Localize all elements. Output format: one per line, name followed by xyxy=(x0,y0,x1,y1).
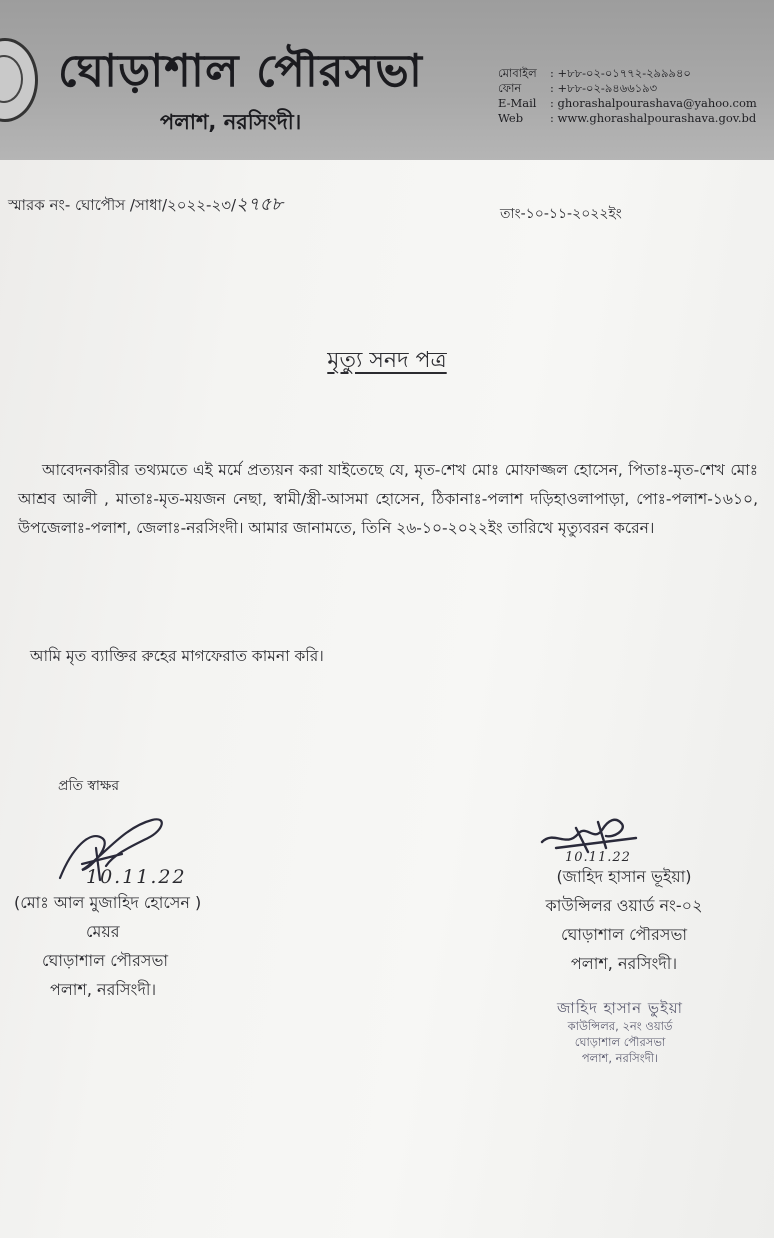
councillor-designation: কাউন্সিলর ওয়ার্ড নং-০২ xyxy=(545,896,703,915)
councillor-office: ঘোড়াশাল পৌরসভা xyxy=(560,925,688,944)
councillor-stamp xyxy=(508,998,732,1066)
contact-row-phone xyxy=(498,81,770,96)
contact-value: : +৮৮-০২-৯৪৬৬১৯৩ xyxy=(550,81,658,95)
stamp-name: জাহিদ হাসান ভুইয়া xyxy=(557,999,683,1017)
councillor-signatory-block xyxy=(474,862,774,978)
municipality-seal-icon xyxy=(0,38,38,122)
countersign-label: প্রতি স্বাক্ষর xyxy=(58,778,120,794)
contact-value: : www.ghorashalpourashava.gov.bd xyxy=(550,111,757,125)
memo-date: তাং-১০-১১-২০২২ইং xyxy=(500,206,622,222)
contact-block xyxy=(498,66,770,126)
document-title: মৃত্যু সনদ পত্র xyxy=(327,348,447,373)
mayor-location: পলাশ, নরসিংদী। xyxy=(50,980,157,999)
memo-ref-prefix: স্মারক নং- ঘোপৌস /সাধা/২০২২-২৩/ xyxy=(8,196,237,214)
stamp-location: পলাশ, নরসিংদী। xyxy=(581,1051,659,1065)
councillor-location: পলাশ, নরসিংদী। xyxy=(570,954,678,973)
contact-value: : ghorashalpourashava@yahoo.com xyxy=(550,96,757,110)
contact-label: মোবাইল xyxy=(498,66,537,80)
mayor-name: (মোঃ আল মুজাহিদ হোসেন ) xyxy=(14,893,202,912)
org-name: ঘোড়াশাল পৌরসভা xyxy=(58,44,423,97)
contact-row-email xyxy=(498,96,770,111)
mayor-signature-date: 10.11.22 xyxy=(86,866,187,888)
memo-reference xyxy=(8,190,283,221)
contact-row-web xyxy=(498,111,770,126)
mayor-signatory-block xyxy=(14,888,254,1004)
prayer-line: আমি মৃত ব্যাক্তির রুহের মাগফেরাত কামনা করি। xyxy=(30,647,324,665)
stamp-office: ঘোড়াশাল পৌরসভা xyxy=(574,1035,666,1049)
letterhead xyxy=(0,0,774,160)
mayor-office: ঘোড়াশাল পৌরসভা xyxy=(42,951,169,970)
contact-label: ফোন xyxy=(498,81,522,95)
contact-label: E-Mail xyxy=(498,96,537,110)
contact-value: : +৮৮-০২-০১৭৭২-২৯৯৯৪০ xyxy=(550,66,691,80)
mayor-designation: মেয়র xyxy=(86,922,120,941)
contact-row-mobile xyxy=(498,66,770,81)
certificate-body: আবেদনকারীর তথ্যমতে এই মর্মে প্রত্যয়ন করা যাইতেছে যে, মৃত-শেখ মোঃ মোফাজ্জল হোসেন, পিতাঃ-মৃত-শেখ মোঃ আশ্রব আলী , মাতাঃ-মৃত-ময়জন নেছা, স্বামী/স্ত্রী-আসমা হোসেন, ঠিকানাঃ-পলাশ দড়িহাওলাপাড়া, পোঃ-পলাশ-১৬১০, উপজেলাঃ-পলাশ, জেলাঃ-নরসিংদী। আমার জানামতে, তিনি ২৬-১০-২০২২ইং তারিখে মৃত্যুবরন করেন। xyxy=(18,461,758,537)
contact-label: Web xyxy=(498,111,524,125)
org-location: পলাশ, নরসিংদী। xyxy=(160,110,302,134)
memo-ref-number: ২৭৫৮ xyxy=(236,194,283,215)
councillor-name: (জাহিদ হাসান ভূইয়া) xyxy=(556,867,692,886)
stamp-designation: কাউন্সিলর, ২নং ওয়ার্ড xyxy=(567,1019,673,1033)
councillor-signature-date: 10.11.22 xyxy=(565,850,631,865)
